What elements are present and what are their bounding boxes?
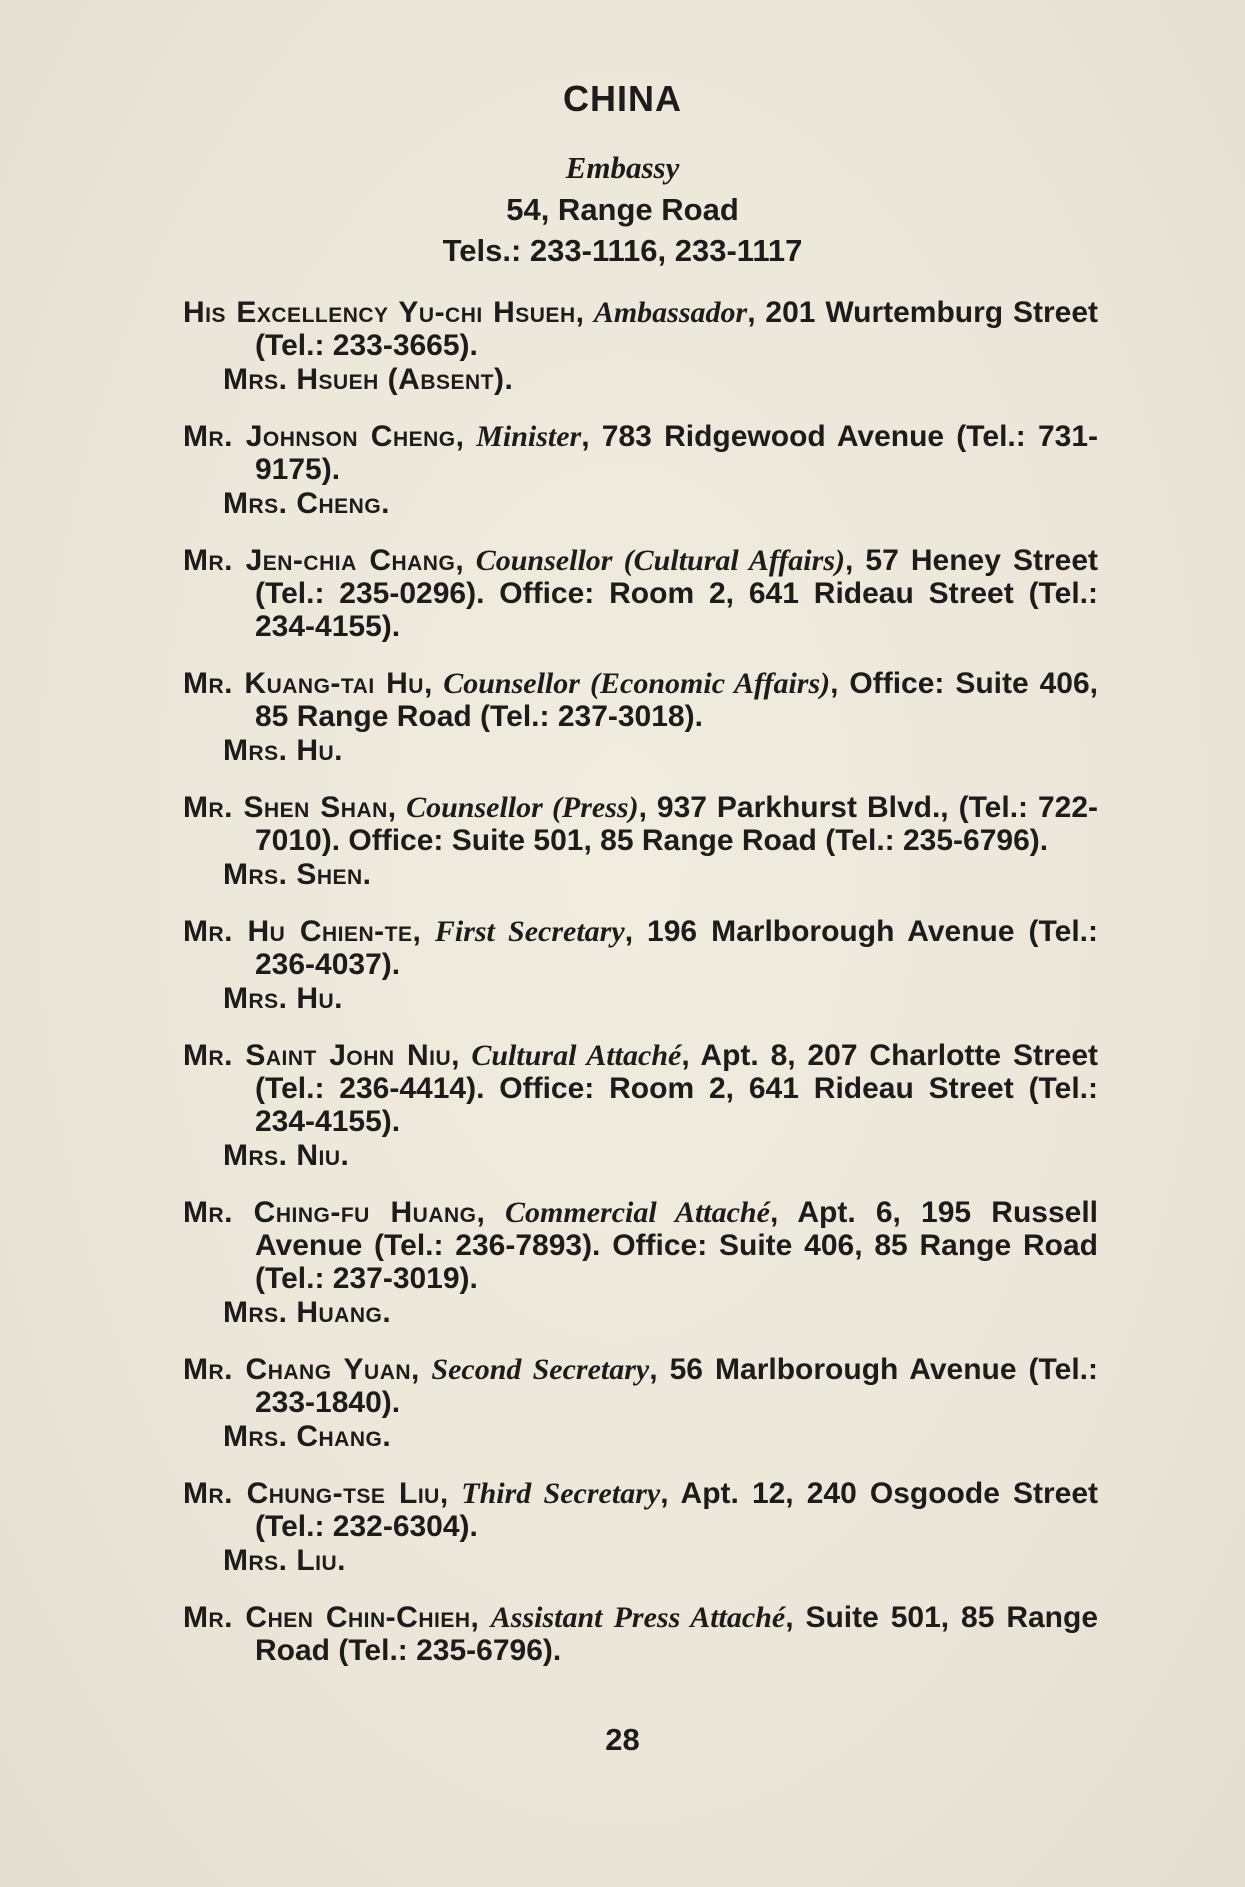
staff-details: Apt. 8, 207 Charlotte Street (Tel.: 236-4414). Office: Room 2, 641 Rideau Street (Tel.: 234-4155). [255, 1039, 1099, 1138]
staff-details: Suite 501, 85 Range Road (Tel.: 235-6796). [255, 1601, 1099, 1667]
spouse-name: Mrs. Liu. [223, 1544, 346, 1577]
staff-entry: Mr. Ching-fu Huang, Commercial Attaché, Apt. 6, 195 Russell Avenue (Tel.: 236-7893). Office: Suite 406, 85 Range Road (Tel.: 237-3019). Mrs. Huang. [183, 1196, 1098, 1329]
staff-entry: Mr. Kuang-tai Hu, Counsellor (Economic Affairs), Office: Suite 406, 85 Range Road (Tel.: 237-3018). Mrs. Hu. [183, 667, 1098, 767]
spouse-name: Mrs. Cheng. [223, 487, 391, 520]
staff-details: Apt. 12, 240 Osgoode Street (Tel.: 232-6304). [255, 1477, 1099, 1543]
staff-name: Mr. Jen-chia Chang [183, 544, 456, 577]
staff-details: Office: Suite 406, 85 Range Road (Tel.: 237-3018). [255, 667, 1098, 733]
staff-title: Second Secretary [431, 1353, 650, 1386]
staff-title: Counsellor (Cultural Affairs) [475, 544, 845, 577]
staff-name: His Excellency Yu-chi Hsueh [183, 296, 576, 329]
staff-title: Assistant Press Attaché [490, 1601, 786, 1634]
spouse-name: Mrs. Niu. [223, 1139, 350, 1172]
staff-entry: Mr. Saint John Niu, Cultural Attaché, Apt. 8, 207 Charlotte Street (Tel.: 236-4414). Office: Room 2, 641 Rideau Street (Tel.: 234-4155). Mrs. Niu. [183, 1039, 1099, 1172]
country-heading: CHINA [563, 78, 682, 119]
staff-name: Mr. Chen Chin-Chieh [183, 1601, 471, 1634]
staff-name: Mr. Chung-tse Liu [183, 1477, 440, 1510]
staff-entry: Mr. Chung-tse Liu, Third Secretary, Apt. 12, 240 Osgoode Street (Tel.: 232-6304). Mrs. Liu. [183, 1477, 1099, 1577]
page-number: 28 [605, 1722, 640, 1757]
staff-title: Counsellor (Economic Affairs) [443, 667, 831, 700]
staff-details: 57 Heney Street (Tel.: 235-0296). Office: Room 2, 641 Rideau Street (Tel.: 234-4155). [255, 544, 1098, 643]
spouse-name: Mrs. Shen. [223, 858, 372, 891]
spouse-name: Mrs. Hu. [223, 734, 343, 767]
staff-entry: Mr. Chen Chin-Chieh, Assistant Press Attaché, Suite 501, 85 Range Road (Tel.: 235-6796). [183, 1601, 1099, 1667]
staff-name: Mr. Hu Chien-te [183, 915, 413, 948]
embassy-address: 54, Range Road [506, 192, 739, 227]
staff-list [183, 296, 1098, 1691]
staff-title: Third Secretary [461, 1477, 661, 1510]
mission-type: Embassy [565, 150, 680, 185]
staff-details: 783 Ridgewood Avenue (Tel.: 731-9175). [255, 420, 1099, 486]
staff-title: Commercial Attaché [505, 1196, 770, 1229]
staff-entry: Mr. Chang Yuan, Second Secretary, 56 Marlborough Avenue (Tel.: 233-1840). Mrs. Chang. [183, 1353, 1098, 1453]
staff-title: Ambassador [593, 296, 748, 329]
spouse-name: Mrs. Hsueh (Absent). [223, 363, 514, 396]
spouse-name: Mrs. Huang. [223, 1296, 392, 1329]
staff-title: Counsellor (Press) [406, 791, 639, 824]
spouse-name: Mrs. Chang. [223, 1420, 392, 1453]
staff-details: 937 Parkhurst Blvd., (Tel.: 722-7010). Office: Suite 501, 85 Range Road (Tel.: 235-6796). [255, 791, 1099, 857]
staff-entry: Mr. Shen Shan, Counsellor (Press), 937 Parkhurst Blvd., (Tel.: 722-7010). Office: Suite 501, 85 Range Road (Tel.: 235-6796). Mrs. Shen. [183, 791, 1099, 891]
staff-entry: Mr. Hu Chien-te, First Secretary, 196 Marlborough Avenue (Tel.: 236-4037). Mrs. Hu. [183, 915, 1098, 1015]
staff-details: 196 Marlborough Avenue (Tel.: 236-4037). [255, 915, 1098, 981]
staff-title: Cultural Attaché [471, 1039, 682, 1072]
staff-name: Mr. Kuang-tai Hu [183, 667, 424, 700]
staff-title: First Secretary [434, 915, 625, 948]
staff-name: Mr. Chang Yuan [183, 1353, 412, 1386]
staff-entry: Mr. Johnson Cheng, Minister, 783 Ridgewood Avenue (Tel.: 731-9175). Mrs. Cheng. [183, 420, 1099, 520]
embassy-telephones: Tels.: 233-1116, 233-1117 [442, 233, 803, 268]
staff-name: Mr. Saint John Niu [183, 1039, 452, 1072]
staff-name: Mr. Johnson Cheng [183, 420, 456, 453]
spouse-name: Mrs. Hu. [223, 982, 343, 1015]
staff-entry: Mr. Jen-chia Chang, Counsellor (Cultural Affairs), 57 Heney Street (Tel.: 235-0296). Office: Room 2, 641 Rideau Street (Tel.: 234-4155). [183, 544, 1098, 643]
staff-entry: His Excellency Yu-chi Hsueh, Ambassador, 201 Wurtemburg Street (Tel.: 233-3665). Mrs. Hsueh (Absent). [183, 296, 1099, 396]
staff-name: Mr. Ching-fu Huang [183, 1196, 477, 1229]
staff-title: Minister [476, 420, 582, 453]
staff-details: Apt. 6, 195 Russell Avenue (Tel.: 236-7893). Office: Suite 406, 85 Range Road (Tel.: 237-3019). [255, 1196, 1098, 1295]
staff-details: 201 Wurtemburg Street (Tel.: 233-3665). [255, 296, 1099, 362]
staff-name: Mr. Shen Shan [183, 791, 388, 824]
staff-details: 56 Marlborough Avenue (Tel.: 233-1840). [255, 1353, 1098, 1419]
